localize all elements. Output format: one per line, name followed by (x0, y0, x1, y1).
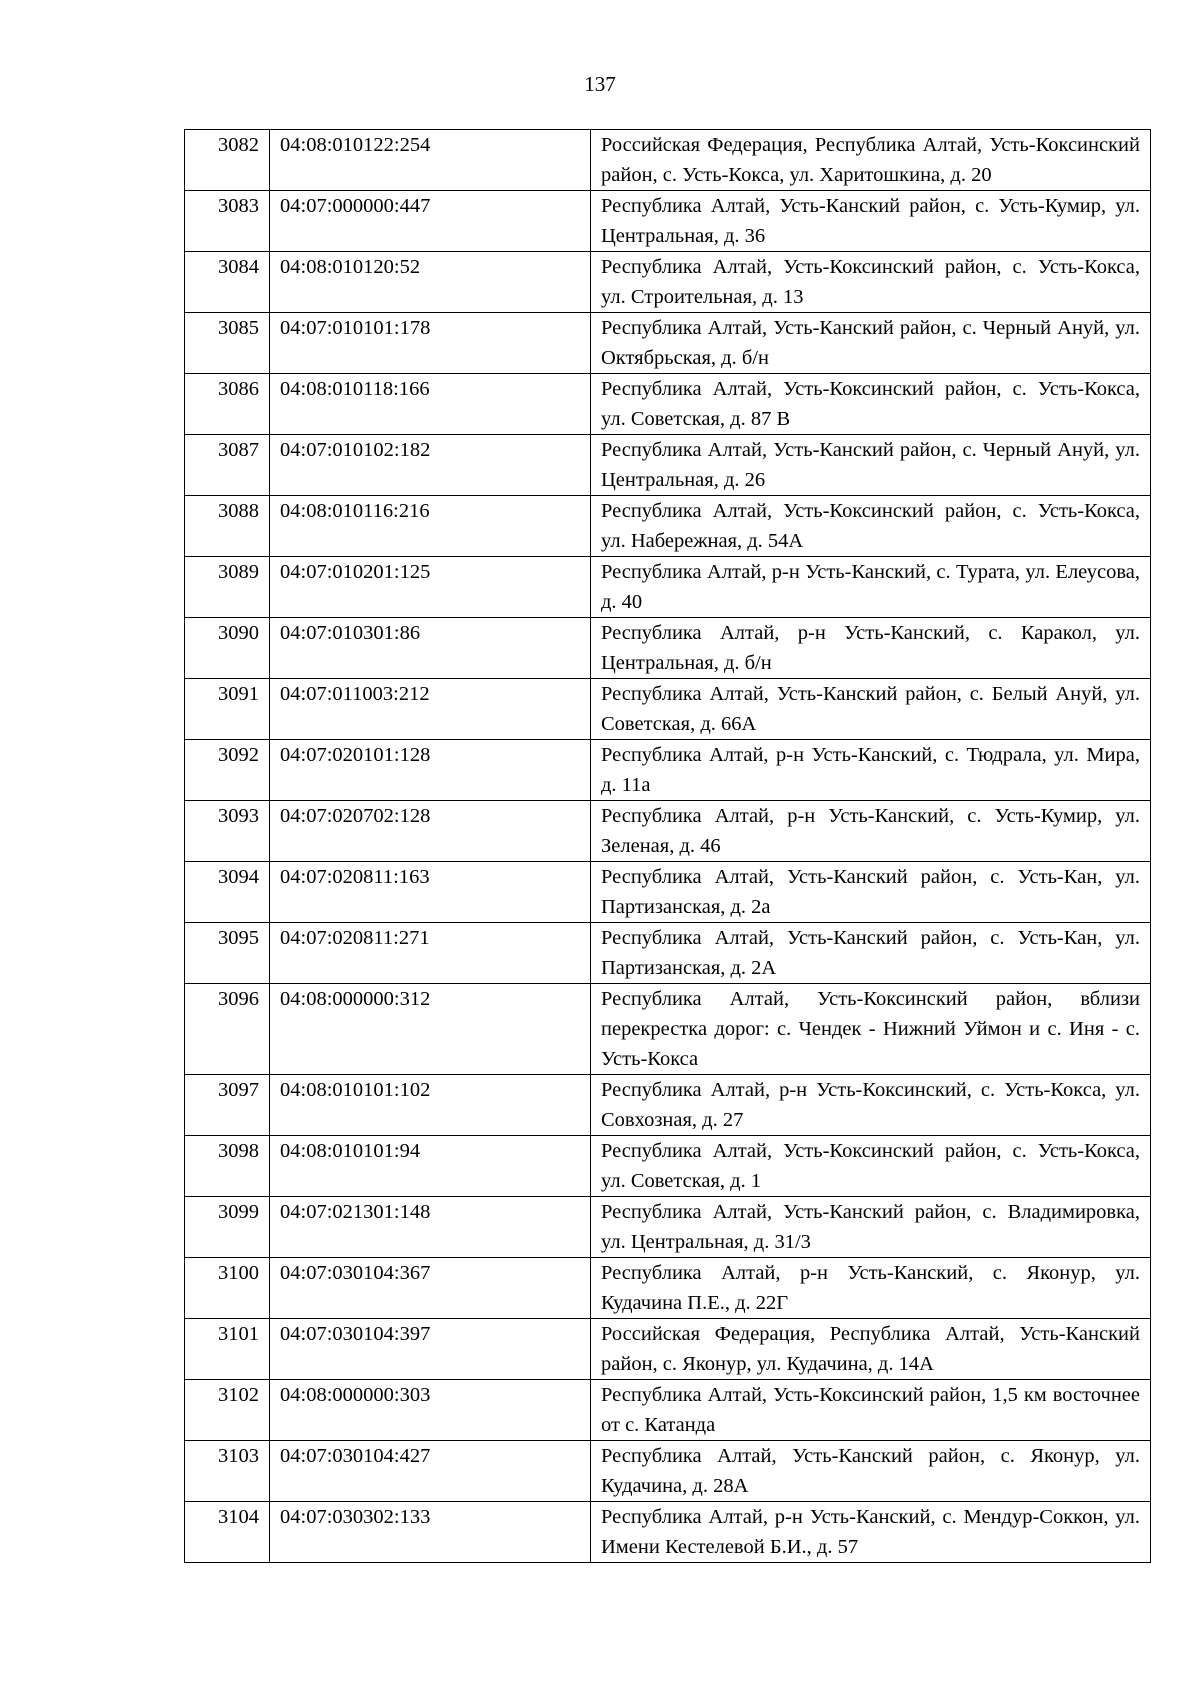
row-number-cell: 3090 (185, 618, 270, 679)
cadastral-number-cell: 04:08:010118:166 (270, 374, 591, 435)
registry-table-body (185, 130, 1151, 1563)
cadastral-number-cell: 04:07:020811:163 (270, 862, 591, 923)
page-number: 137 (584, 72, 616, 96)
address-cell: Республика Алтай, р-н Усть-Канский, с. Тюдрала, ул. Мира, д. 11а (591, 740, 1151, 801)
row-number-cell: 3093 (185, 801, 270, 862)
address-cell: Российская Федерация, Республика Алтай, Усть-Канский район, с. Яконур, ул. Кудачина, д. 14А (591, 1319, 1151, 1380)
row-number-cell: 3103 (185, 1441, 270, 1502)
row-number-cell: 3101 (185, 1319, 270, 1380)
table-row (185, 313, 1151, 374)
cadastral-number-cell: 04:07:030104:397 (270, 1319, 591, 1380)
cadastral-number-cell: 04:08:000000:303 (270, 1380, 591, 1441)
row-number-cell: 3094 (185, 862, 270, 923)
cadastral-number-cell: 04:08:010101:102 (270, 1075, 591, 1136)
row-number-cell: 3102 (185, 1380, 270, 1441)
cadastral-number-cell: 04:07:030302:133 (270, 1502, 591, 1563)
row-number-cell: 3095 (185, 923, 270, 984)
row-number-cell: 3087 (185, 435, 270, 496)
row-number-cell: 3091 (185, 679, 270, 740)
table-row (185, 1197, 1151, 1258)
address-cell: Республика Алтай, р-н Усть-Коксинский, с. Усть-Кокса, ул. Совхозная, д. 27 (591, 1075, 1151, 1136)
table-row (185, 1075, 1151, 1136)
cadastral-number-cell: 04:07:030104:367 (270, 1258, 591, 1319)
row-number-cell: 3083 (185, 191, 270, 252)
table-row (185, 1136, 1151, 1197)
cadastral-number-cell: 04:07:010201:125 (270, 557, 591, 618)
table-row (185, 191, 1151, 252)
row-number-cell: 3086 (185, 374, 270, 435)
cadastral-number-cell: 04:08:010116:216 (270, 496, 591, 557)
table-row (185, 435, 1151, 496)
table-row (185, 801, 1151, 862)
table-row (185, 862, 1151, 923)
address-cell: Республика Алтай, Усть-Канский район, с. Усть-Кан, ул. Партизанская, д. 2А (591, 923, 1151, 984)
table-row (185, 252, 1151, 313)
address-cell: Республика Алтай, Усть-Коксинский район, с. Усть-Кокса, ул. Строительная, д. 13 (591, 252, 1151, 313)
address-cell: Республика Алтай, Усть-Коксинский район, с. Усть-Кокса, ул. Советская, д. 87 В (591, 374, 1151, 435)
table-row (185, 984, 1151, 1075)
cadastral-number-cell: 04:07:000000:447 (270, 191, 591, 252)
address-cell: Российская Федерация, Республика Алтай, Усть-Коксинский район, с. Усть-Кокса, ул. Харитошкина, д. 20 (591, 130, 1151, 191)
address-cell: Республика Алтай, Усть-Канский район, с. Яконур, ул. Кудачина, д. 28А (591, 1441, 1151, 1502)
address-cell: Республика Алтай, Усть-Коксинский район, вблизи перекрестка дорог: с. Чендек - Нижний Уймон и с. Иня - с. Усть-Кокса (591, 984, 1151, 1075)
row-number-cell: 3085 (185, 313, 270, 374)
table-row (185, 1258, 1151, 1319)
row-number-cell: 3104 (185, 1502, 270, 1563)
table-row (185, 496, 1151, 557)
address-cell: Республика Алтай, Усть-Канский район, с. Белый Ануй, ул. Советская, д. 66А (591, 679, 1151, 740)
cadastral-number-cell: 04:07:020101:128 (270, 740, 591, 801)
cadastral-number-cell: 04:07:030104:427 (270, 1441, 591, 1502)
address-cell: Республика Алтай, р-н Усть-Канский, с. Каракол, ул. Центральная, д. б/н (591, 618, 1151, 679)
table-row (185, 1380, 1151, 1441)
table-row (185, 618, 1151, 679)
address-cell: Республика Алтай, р-н Усть-Канский, с. Усть-Кумир, ул. Зеленая, д. 46 (591, 801, 1151, 862)
cadastral-number-cell: 04:08:000000:312 (270, 984, 591, 1075)
address-cell: Республика Алтай, р-н Усть-Канский, с. Турата, ул. Елеусова, д. 40 (591, 557, 1151, 618)
table-row (185, 1441, 1151, 1502)
table-row (185, 557, 1151, 618)
table-row (185, 923, 1151, 984)
cadastral-number-cell: 04:08:010120:52 (270, 252, 591, 313)
row-number-cell: 3084 (185, 252, 270, 313)
row-number-cell: 3092 (185, 740, 270, 801)
table-row (185, 374, 1151, 435)
row-number-cell: 3088 (185, 496, 270, 557)
table-row (185, 740, 1151, 801)
address-cell: Республика Алтай, р-н Усть-Канский, с. Яконур, ул. Кудачина П.Е., д. 22Г (591, 1258, 1151, 1319)
address-cell: Республика Алтай, Усть-Канский район, с. Владимировка, ул. Центральная, д. 31/3 (591, 1197, 1151, 1258)
cadastral-number-cell: 04:07:010101:178 (270, 313, 591, 374)
row-number-cell: 3096 (185, 984, 270, 1075)
address-cell: Республика Алтай, Усть-Коксинский район, с. Усть-Кокса, ул. Набережная, д. 54А (591, 496, 1151, 557)
row-number-cell: 3098 (185, 1136, 270, 1197)
cadastral-number-cell: 04:07:011003:212 (270, 679, 591, 740)
table-row (185, 130, 1151, 191)
cadastral-number-cell: 04:07:010102:182 (270, 435, 591, 496)
address-cell: Республика Алтай, Усть-Канский район, с. Усть-Кумир, ул. Центральная, д. 36 (591, 191, 1151, 252)
table-row (185, 679, 1151, 740)
cadastral-number-cell: 04:07:021301:148 (270, 1197, 591, 1258)
cadastral-number-cell: 04:07:020702:128 (270, 801, 591, 862)
address-cell: Республика Алтай, Усть-Коксинский район, 1,5 км восточнее от с. Катанда (591, 1380, 1151, 1441)
cadastral-number-cell: 04:08:010101:94 (270, 1136, 591, 1197)
table-row (185, 1502, 1151, 1563)
cadastral-number-cell: 04:08:010122:254 (270, 130, 591, 191)
row-number-cell: 3089 (185, 557, 270, 618)
address-cell: Республика Алтай, Усть-Коксинский район, с. Усть-Кокса, ул. Советская, д. 1 (591, 1136, 1151, 1197)
cadastral-number-cell: 04:07:010301:86 (270, 618, 591, 679)
registry-table (184, 129, 1151, 1563)
table-row (185, 1319, 1151, 1380)
row-number-cell: 3082 (185, 130, 270, 191)
cadastral-number-cell: 04:07:020811:271 (270, 923, 591, 984)
address-cell: Республика Алтай, р-н Усть-Канский, с. Мендур-Соккон, ул. Имени Кестелевой Б.И., д. 57 (591, 1502, 1151, 1563)
row-number-cell: 3097 (185, 1075, 270, 1136)
address-cell: Республика Алтай, Усть-Канский район, с. Усть-Кан, ул. Партизанская, д. 2а (591, 862, 1151, 923)
address-cell: Республика Алтай, Усть-Канский район, с. Черный Ануй, ул. Центральная, д. 26 (591, 435, 1151, 496)
row-number-cell: 3100 (185, 1258, 270, 1319)
address-cell: Республика Алтай, Усть-Канский район, с. Черный Ануй, ул. Октябрьская, д. б/н (591, 313, 1151, 374)
row-number-cell: 3099 (185, 1197, 270, 1258)
